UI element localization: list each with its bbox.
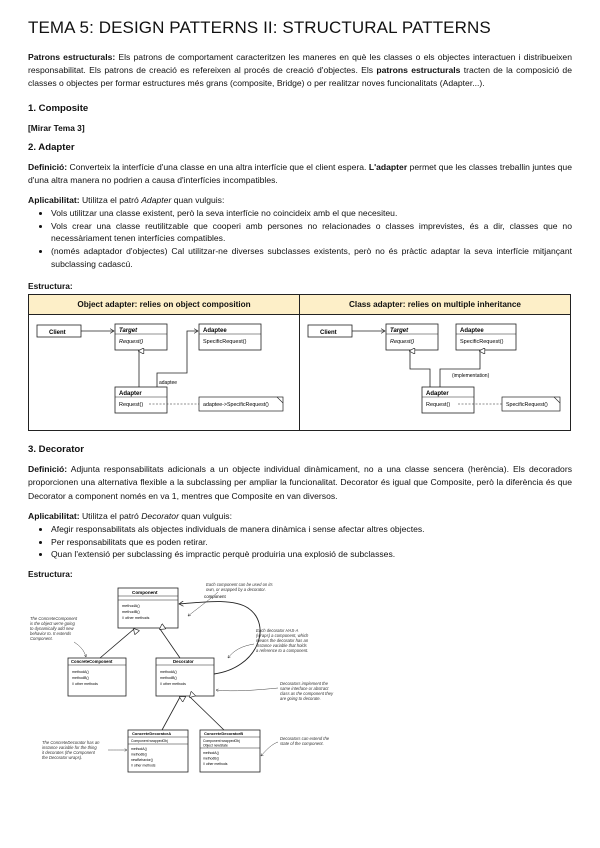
decorator-op: // other methods [160, 681, 186, 686]
annotation-right: Each decorator HAS-A (wraps) a component, which means the decorator has an instance variable that holds a reference to a component. [256, 627, 309, 653]
concrete-component-op: methodB() [72, 675, 89, 680]
intro-paragraph: Patrons estructurals: Els patrons de comportament caracteritzen les maneres en què les classes o els objectes interactuen i distribueixen responsabilitat. Els patrons de creació es refereixen al procés de creació d'objectes. Els patrons estructurals tracten de la composició de classes o objectes per formar estructures més grans (composite, Bridge) o per realitzar noves funcionalitats (Adapter...). [28, 52, 572, 89]
component-label: Component [132, 589, 158, 595]
adapter-op: Request() [426, 402, 451, 409]
adapter-structure-table [28, 294, 571, 431]
class-adapter-cell [300, 315, 571, 431]
concrete-decorator-a-op: Component wrappedObj [131, 738, 168, 743]
decorator-definition: Definició: Adjunta responsabilitats adicionals a un objecte individual dinàmicament, no a una classe sencera (herència). Els decoradors proporcionen una alternativa flexible a la subclassing per ampliar la funcionalitat. Decorator és igual que Composite, però la diferència és que Decorator a component només en va 1, mentres que Composite en van diversos. [28, 464, 572, 501]
adapter-label: Adapter [119, 391, 142, 398]
adaptee-op: SpecificRequest() [203, 339, 247, 346]
adapter-structure-label: Estructura: [28, 281, 73, 292]
concrete-decorator-b-label: ConcreteDecoratorB [204, 730, 244, 736]
class-adapter-diagram [300, 315, 570, 425]
adapter-definition: Definició: Converteix la interfície d'una classe en una altra interfície que el client espera. L'adapter permet que les classes treballin juntes que d'una altra manera no podrien a causa d'interfícies incompatibles. [28, 161, 572, 185]
concrete-decorator-b-op: // other methods [203, 761, 228, 766]
adapter-label: Adapter [426, 391, 449, 398]
class-adapter-header: Class adapter: relies on multiple inheritance [300, 295, 571, 315]
implementation-label: (implementation) [452, 373, 490, 380]
component-op: methodB() [122, 609, 140, 614]
page-title: TEMA 5: DESIGN PATTERNS II: STRUCTURAL PATTERNS [28, 18, 491, 37]
adaptee-op: SpecificRequest() [460, 339, 504, 346]
composite-reference: [Mirar Tema 3] [28, 122, 85, 133]
component-op: // other methods [122, 615, 150, 620]
concrete-decorator-a-op: methodA() [131, 746, 147, 751]
decorator-applicability: Aplicabilitat: Utilitza el patró Decorator quan vulguis: [28, 510, 232, 521]
list-item: • Vols utilitzar una classe existent, però la seva interfície no coincideix amb el que necesiteu. [51, 207, 572, 220]
target-label: Target [390, 328, 409, 335]
note-text: SpecificRequest() [506, 402, 548, 409]
concrete-decorator-b-op: methodB() [203, 756, 219, 761]
decorator-op: methodB() [160, 675, 177, 680]
component-association-label: component [204, 593, 226, 599]
concrete-decorator-b-op: Object newState [203, 743, 228, 748]
object-adapter-header: Object adapter: relies on object composition [29, 295, 300, 315]
document-page [28, 18, 572, 776]
adapter-applicability: Aplicabilitat: Utilitza el patró Adapter quan vulguis: [28, 195, 225, 206]
concrete-decorator-a-op: newBehavior() [131, 757, 153, 762]
decorator-structure-label: Estructura: [28, 568, 73, 579]
concrete-decorator-a-label: ConcreteDecoratorA [132, 730, 172, 736]
client-label: Client [320, 330, 337, 337]
annotation-bottom-right: Decorators can extend the state of the component. [280, 735, 330, 746]
adapter-op: Request() [119, 402, 144, 409]
target-op: Request() [390, 339, 415, 346]
client-label: Client [49, 330, 66, 337]
list-item: • Quan l'extensió per subclassing és impractic perquè produiria una explosió de subclasses. [51, 548, 572, 561]
decorator-op: methodA() [160, 669, 177, 674]
target-label: Target [119, 328, 138, 335]
annotation-bottom-left: The ConcreteDecorator has an instance variable for the thing it decorates (the Component the Decorator wraps). [42, 739, 100, 760]
section-decorator-heading: 3. Decorator [28, 444, 84, 456]
decorator-label: Decorator [173, 658, 194, 664]
adaptee-label: Adaptee [203, 328, 227, 335]
target-op: Request() [119, 339, 144, 346]
list-item: • (només adaptador d'objectes) Cal utilitzar-ne diverses subclasses existents, però no és pràctic adaptar la seva interfície mitjançant subclassing cadascú. [51, 245, 572, 270]
concrete-component-op: // other methods [72, 681, 98, 686]
concrete-decorator-a-op: methodB() [131, 752, 147, 757]
note-text: adaptee->SpecificRequest() [203, 402, 269, 409]
adapter-bullets [28, 207, 572, 270]
object-adapter-cell [29, 315, 300, 431]
annotation-middle: Decorators implement the same interface or abstract class as the component they are going to decorate. [280, 680, 334, 701]
section-adapter-heading: 2. Adapter [28, 141, 75, 153]
concrete-decorator-b-op: Component wrappedObj [203, 738, 240, 743]
list-item: • Vols crear una classe reutilitzable que cooperi amb persones no relacionades o classes imprevistes, és a dir, classes que no necessàriament tenen interfícies compatibles. [51, 220, 572, 245]
section-composite-heading: 1. Composite [28, 102, 89, 114]
annotation-left: The ConcreteComponent is the object we're going to dynamically add new behavior to. It extends Component. [30, 615, 78, 641]
list-item: • Afegir responsabilitats als objectes individuals de manera dinàmica i sense afectar altres objectes. [51, 523, 572, 536]
decorator-diagram [28, 580, 448, 776]
annotation-top: Each component can be used on its own, or wrapped by a decorator. [206, 581, 273, 592]
concrete-component-label: ConcreteComponent [71, 658, 113, 664]
concrete-component-op: methodA() [72, 669, 89, 674]
concrete-decorator-b-op: methodA() [203, 750, 219, 755]
concrete-decorator-a-op: // other methods [131, 763, 156, 768]
list-item: • Per responsabilitats que es poden retirar. [51, 536, 572, 549]
component-op: methodA() [122, 603, 140, 608]
object-adapter-diagram [29, 315, 299, 425]
decorator-bullets [28, 523, 572, 561]
adaptee-label: Adaptee [460, 328, 484, 335]
adaptee-link-label: adaptee [159, 380, 178, 387]
